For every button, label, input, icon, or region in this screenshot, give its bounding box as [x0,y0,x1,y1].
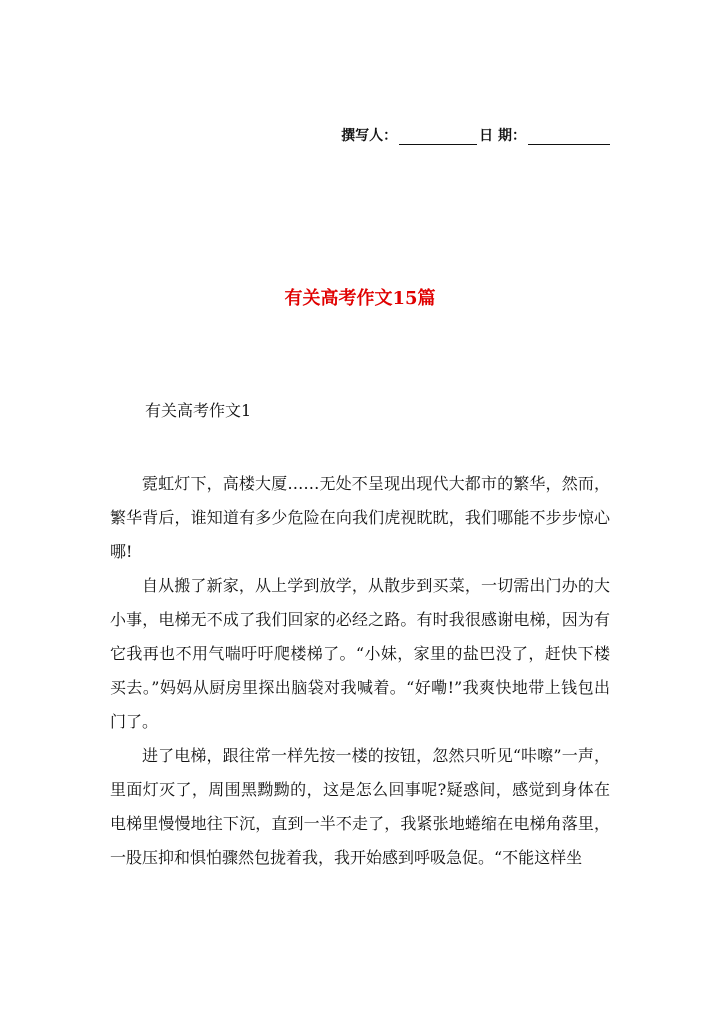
paragraph: 自从搬了新家，从上学到放学，从散步到买菜，一切需出门办的大小事，电梯无不成了我们回家的必经之路。有时我很感谢电梯，因为有它我再也不用气喘吁吁爬楼梯了。“小妹，家里的盐巴没了，赶快下楼买去。”妈妈从厨房里探出脑袋对我喊着。“好嘞!”我爽快地带上钱包出门了。 [110,576,610,731]
author-blank [399,130,477,145]
header-signature-line [341,125,612,145]
paragraph: 进了电梯，跟往常一样先按一楼的按钮，忽然只听见“咔嚓”一声，里面灯灭了，周围黑黝黝的，这是怎么回事呢?疑惑间，感觉到身体在电梯里慢慢地往下沉，直到一半不走了，我紧张地蜷缩在电梯角落里，一股压抑和惧怕骤然包拢着我，我开始感到呼吸急促。“不能这样坐 [110,746,610,867]
essay-subtitle: 有关高考作文1 [145,401,252,420]
date-blank [528,130,610,145]
date-label: 日 期： [479,128,526,144]
paragraph: 霓虹灯下，高楼大厦……无处不呈现出现代大都市的繁华，然而，繁华背后，谁知道有多少危险在向我们虎视眈眈，我们哪能不步步惊心哪! [110,474,610,561]
essay-body [110,467,610,875]
document-title: 有关高考作文15篇 [284,288,436,309]
author-label: 撰写人： [341,128,398,144]
